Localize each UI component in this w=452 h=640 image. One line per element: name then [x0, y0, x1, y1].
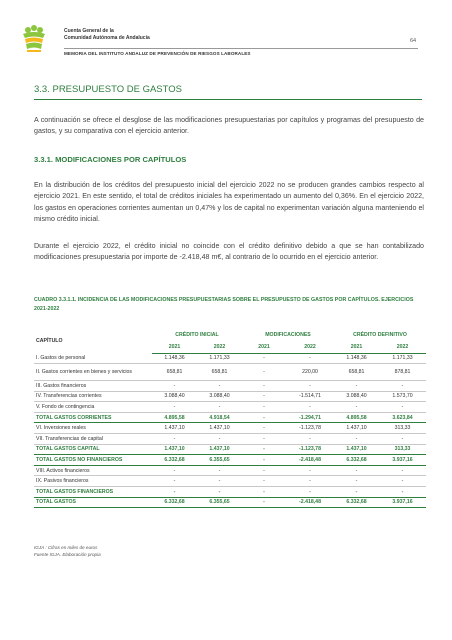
row-label: V. Fondo de contingencia	[34, 402, 152, 413]
section-title: 3.3. PRESUPUESTO DE GASTOS	[34, 84, 183, 95]
table-caption: CUADRO 3.3.1.1. INCIDENCIA DE LAS MODIFICACIONES PRESUPUESTARIAS SOBRE EL PRESUPUESTO DE GASTOS POR CAPÍTULOS. EJERCICIOS 2021-2022	[34, 297, 414, 312]
table-cell: -1.514,71	[286, 391, 334, 402]
table-cell: -1.123,78	[286, 423, 334, 434]
table-cell: 1.148,36	[334, 353, 379, 364]
table-cell: -	[379, 465, 426, 476]
table-row	[34, 423, 426, 434]
table-cell: -1.123,78	[286, 444, 334, 455]
table-cell: -	[379, 487, 426, 498]
body-paragraph-2: Durante el ejercicio 2022, el crédito inicial no coincide con el crédito definitivo debido a que se han contabilizado modificaciones presupuestaria por importe de -2.418,48 m€, al contrario de lo ocurrido en el ejercicio anterior.	[34, 242, 424, 262]
table-cell: -	[242, 434, 286, 445]
table-cell: -2.418,48	[286, 455, 334, 466]
table-cell: -	[242, 476, 286, 487]
row-label: TOTAL GASTOS NO FINANCIEROS	[34, 455, 152, 466]
table-cell: -	[334, 402, 379, 413]
budget-table	[34, 328, 426, 508]
table-cell: -	[242, 402, 286, 413]
table-cell: 1.437,10	[334, 444, 379, 455]
table-cell: 878,81	[379, 364, 426, 381]
table-cell: -	[334, 381, 379, 392]
row-label: TOTAL GASTOS	[34, 497, 152, 508]
table-row	[34, 487, 426, 498]
table-row	[34, 402, 426, 413]
table-cell: -	[379, 381, 426, 392]
row-label: VIII. Activos financieros	[34, 465, 152, 476]
row-label: III. Gastos financieros	[34, 381, 152, 392]
table-cell: -	[286, 465, 334, 476]
org-line-1: Cuenta General de la	[64, 28, 114, 34]
table-cell: 3.088,40	[334, 391, 379, 402]
table-cell: -2.418,48	[286, 497, 334, 508]
table-cell: -	[197, 487, 242, 498]
org-line-2: Comunidad Autónoma de Andalucía	[64, 34, 150, 41]
table-cell: -	[152, 434, 197, 445]
table-cell: 6.332,68	[334, 455, 379, 466]
year-header: 2021	[152, 342, 197, 353]
page-header	[14, 22, 418, 62]
table-cell: 1.437,10	[334, 423, 379, 434]
row-label: IV. Transferencias corrientes	[34, 391, 152, 402]
table-body	[34, 353, 426, 508]
table-cell: 658,81	[334, 364, 379, 381]
table-cell: -	[242, 412, 286, 423]
note-source: Fuente IGJA. Elaboración propia	[34, 551, 101, 557]
intro-paragraph: A continuación se ofrece el desglose de las modificaciones presupuestarias por capítulos y programas del presupuesto de gastos, y su comparativa con el ejercicio anterior.	[34, 116, 424, 136]
row-label: VII. Transferencias de capital	[34, 434, 152, 445]
table-cell: 3.088,40	[152, 391, 197, 402]
table-cell: 1.171,33	[379, 353, 426, 364]
table-cell: 6.332,68	[152, 455, 197, 466]
row-label: TOTAL GASTOS FINANCIEROS	[34, 487, 152, 498]
column-group-modificaciones: MODIFICACIONES	[265, 332, 311, 338]
table-cell: 313,33	[379, 444, 426, 455]
table-cell: 6.355,65	[197, 497, 242, 508]
table-cell: -	[242, 381, 286, 392]
row-label: TOTAL GASTOS CAPITAL	[34, 444, 152, 455]
table-cell: -	[286, 487, 334, 498]
table-cell: 1.148,36	[152, 353, 197, 364]
table-cell: 6.332,68	[334, 497, 379, 508]
table-cell: -	[379, 476, 426, 487]
table-row	[34, 465, 426, 476]
table-cell: -	[197, 434, 242, 445]
row-label: I. Gastos de personal	[34, 353, 152, 364]
table-cell: -	[152, 381, 197, 392]
row-label: TOTAL GASTOS CORRIENTES	[34, 412, 152, 423]
table-cell: 658,81	[197, 364, 242, 381]
table-cell: 3.937,16	[379, 455, 426, 466]
year-header: 2022	[286, 342, 334, 353]
body-paragraph-1: En la distribución de los créditos del presupuesto inicial del ejercicio 2022 no se producen grandes cambios respecto al ejercicio 2021. En este sentido, el total de créditos iniciales ha experimentado un aumento del 0,36%. En el ejercicio 2022, los gastos en operaciones corrientes aumentan un 0,47% y los de capital no experimentan variación alguna manteniendo el mismo crédito inicial.	[34, 181, 424, 224]
table-cell: -	[242, 353, 286, 364]
table-cell: -	[286, 476, 334, 487]
table-cell: 313,33	[379, 423, 426, 434]
table-cell: -	[197, 476, 242, 487]
table-cell: -	[334, 434, 379, 445]
table-notes	[34, 545, 101, 558]
table-row	[34, 497, 426, 508]
table-cell: -	[286, 402, 334, 413]
column-group-credito-inicial: CRÉDITO INICIAL	[175, 332, 219, 338]
table-cell: 3.937,16	[379, 497, 426, 508]
year-header: 2022	[379, 342, 426, 353]
subsection-title: 3.3.1. MODIFICACIONES POR CAPÍTULOS	[34, 155, 187, 164]
row-label: II. Gastos corrientes en bienes y servicios	[34, 364, 152, 381]
table-cell: 1.573,70	[379, 391, 426, 402]
table-cell: 1.171,33	[197, 353, 242, 364]
table-cell: -	[334, 487, 379, 498]
year-header: 2021	[334, 342, 379, 353]
table-cell: -1.294,71	[286, 412, 334, 423]
table-cell: -	[242, 364, 286, 381]
junta-andalucia-logo-icon	[20, 24, 48, 54]
table-cell: 3.088,40	[197, 391, 242, 402]
table-cell: 220,00	[286, 364, 334, 381]
table-row	[34, 476, 426, 487]
table-cell: -	[286, 353, 334, 364]
table-cell: -	[334, 476, 379, 487]
table-cell: -	[379, 402, 426, 413]
table-cell: -	[152, 465, 197, 476]
table-cell: -	[286, 381, 334, 392]
year-header: 2021	[242, 342, 286, 353]
row-label: VI. Inversiones reales	[34, 423, 152, 434]
table-cell: 1.437,10	[197, 444, 242, 455]
table-cell: 1.437,10	[197, 423, 242, 434]
table-row	[34, 455, 426, 466]
table-row	[34, 353, 426, 364]
row-label: IX. Pasivos financieros	[34, 476, 152, 487]
table-cell: -	[334, 465, 379, 476]
table-cell: -	[242, 423, 286, 434]
table-row	[34, 434, 426, 445]
table-cell: -	[379, 434, 426, 445]
table-cell: 3.623,84	[379, 412, 426, 423]
table-cell: 1.437,10	[152, 444, 197, 455]
note-units: IGJA : Cifras en miles de euros	[34, 545, 98, 550]
table-cell: 658,81	[152, 364, 197, 381]
table-cell: -	[242, 465, 286, 476]
memoria-title: MEMORIA DEL INSTITUTO ANDALUZ DE PREVENCIÓN DE RIESGOS LABORALES	[64, 51, 251, 56]
organization-name	[64, 28, 150, 41]
table-cell: -	[197, 465, 242, 476]
table-cell: 4.895,58	[152, 412, 197, 423]
table-row	[34, 444, 426, 455]
year-header: 2022	[197, 342, 242, 353]
page-number: 64	[410, 38, 417, 44]
table-cell: 6.332,68	[152, 497, 197, 508]
table-cell: 1.437,10	[152, 423, 197, 434]
table-cell: -	[242, 455, 286, 466]
section-divider	[34, 99, 422, 100]
table-row	[34, 412, 426, 423]
table-cell: 4.895,58	[334, 412, 379, 423]
table-cell: -	[242, 487, 286, 498]
table-cell: -	[197, 381, 242, 392]
table-cell: -	[242, 497, 286, 508]
table-cell: -	[197, 402, 242, 413]
table-row	[34, 364, 426, 381]
table-cell: 6.355,65	[197, 455, 242, 466]
table-row	[34, 381, 426, 392]
table-cell: -	[286, 434, 334, 445]
header-divider	[64, 48, 418, 49]
table-cell: -	[242, 391, 286, 402]
column-group-credito-definitivo: CRÉDITO DEFINITIVO	[353, 332, 407, 338]
table-cell: -	[242, 444, 286, 455]
column-header-capitulo: CAPÍTULO	[36, 337, 63, 344]
table-cell: 4.918,54	[197, 412, 242, 423]
table-row	[34, 391, 426, 402]
table-cell: -	[152, 476, 197, 487]
table-cell: -	[152, 402, 197, 413]
table-cell: -	[152, 487, 197, 498]
